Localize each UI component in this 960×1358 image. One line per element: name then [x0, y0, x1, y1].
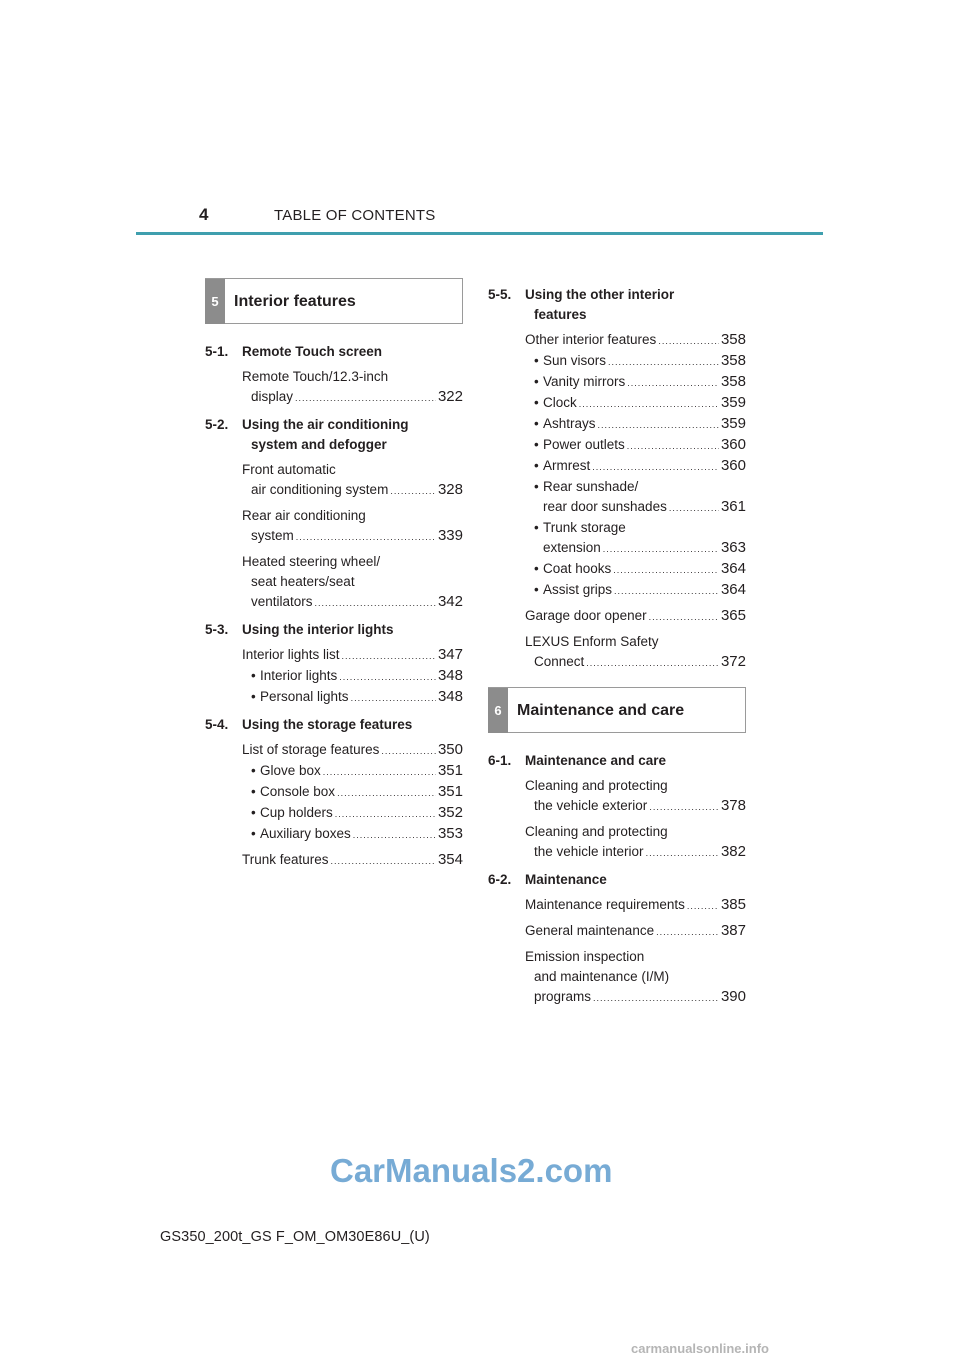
chapter-title-line: system and defogger — [251, 437, 387, 452]
entry-text: Other interior features — [525, 332, 657, 347]
entry-line — [242, 367, 463, 387]
toc-entry — [488, 330, 746, 351]
toc-entry — [488, 921, 746, 942]
toc-entry — [488, 895, 746, 916]
watermark-corner: carmanualsonline.info — [631, 1341, 769, 1356]
chapter-list-right-b — [488, 751, 746, 1008]
chapter-number: 5-5. — [488, 287, 512, 302]
page-ref: 361 — [720, 498, 746, 515]
chapter-title-line: Maintenance and care — [525, 753, 667, 768]
entry-text: seat heaters/seat — [251, 574, 355, 589]
entry-line — [242, 740, 463, 761]
dot-leader — [613, 560, 719, 580]
chapter-title-line: Using the interior lights — [242, 622, 394, 637]
page-ref: 351 — [437, 762, 463, 779]
dot-leader — [337, 783, 436, 803]
page-number: 4 — [199, 205, 209, 224]
chapter-list-right-a — [488, 285, 746, 673]
section-number-tab: 6 — [488, 688, 508, 733]
entry-line — [242, 572, 463, 592]
subentry-line — [242, 803, 463, 824]
bullet-icon: • — [534, 353, 539, 368]
entry-line — [525, 632, 746, 652]
dot-leader — [627, 373, 719, 393]
entry-text: system — [251, 528, 294, 543]
subentry-line — [242, 666, 463, 687]
page-ref: 382 — [720, 843, 746, 860]
entry-line — [525, 652, 746, 673]
chapter-title-line: features — [534, 307, 587, 322]
page-ref: 348 — [437, 667, 463, 684]
toc-entry — [488, 606, 746, 627]
chapter-number: 6-2. — [488, 872, 512, 887]
page-ref: 350 — [437, 741, 463, 758]
toc-entry — [205, 552, 463, 613]
chapter-heading — [488, 285, 746, 325]
dot-leader — [627, 436, 719, 456]
dot-leader — [603, 539, 719, 559]
page-ref: 342 — [437, 593, 463, 610]
subentry-line — [525, 477, 746, 497]
entry-line — [242, 506, 463, 526]
page-title: TABLE OF CONTENTS — [274, 207, 436, 224]
header-rule — [136, 232, 823, 235]
entry-line — [525, 895, 746, 916]
subentry-list — [205, 666, 463, 708]
subentry-line — [525, 580, 746, 601]
subentry-text: Armrest — [543, 458, 591, 473]
page-ref: 378 — [720, 797, 746, 814]
dot-leader — [331, 851, 436, 871]
entry-text: the vehicle exterior — [534, 798, 648, 813]
subentry-text: Glove box — [260, 763, 321, 778]
page-ref: 322 — [437, 388, 463, 405]
dot-leader — [592, 457, 719, 477]
entry-line — [525, 330, 746, 351]
dot-leader — [339, 667, 436, 687]
entry-text: Front automatic — [242, 462, 336, 477]
page-ref: 352 — [437, 804, 463, 821]
bullet-icon: • — [251, 763, 256, 778]
entry-line — [525, 606, 746, 627]
bullet-icon: • — [534, 479, 539, 494]
toc-entry — [205, 850, 463, 871]
subentry-line — [242, 782, 463, 803]
toc-entry — [488, 776, 746, 817]
page-ref: 364 — [720, 560, 746, 577]
subentry-text: Power outlets — [543, 437, 625, 452]
subentry-text: Trunk storage — [543, 520, 626, 535]
chapter-title — [242, 715, 463, 735]
page-ref: 364 — [720, 581, 746, 598]
entry-text: and maintenance (I/M) — [534, 969, 670, 984]
page-ref: 353 — [437, 825, 463, 842]
dot-leader — [390, 481, 436, 501]
page-ref: 358 — [720, 352, 746, 369]
chapter-number: 5-4. — [205, 717, 229, 732]
page-ref: 348 — [437, 688, 463, 705]
entry-text: display — [251, 389, 294, 404]
entry-line — [242, 480, 463, 501]
entry-line — [525, 776, 746, 796]
bullet-icon: • — [534, 582, 539, 597]
subentry-text: Assist grips — [543, 582, 613, 597]
subentry-line — [242, 761, 463, 782]
entry-text: List of storage features — [242, 742, 380, 757]
section-header-6 — [488, 687, 746, 733]
entry-text: programs — [534, 989, 592, 1004]
subentry-text: Auxiliary boxes — [260, 826, 351, 841]
page-ref: 351 — [437, 783, 463, 800]
dot-leader — [608, 352, 719, 372]
page-ref: 360 — [720, 457, 746, 474]
chapter-heading — [205, 715, 463, 735]
page-ref: 372 — [720, 653, 746, 670]
bullet-icon: • — [534, 437, 539, 452]
bullet-icon: • — [534, 458, 539, 473]
chapter-title — [242, 620, 463, 640]
chapter-title-line: Remote Touch screen — [242, 344, 383, 359]
page-ref: 359 — [720, 394, 746, 411]
page-ref: 358 — [720, 373, 746, 390]
chapter-title-line: Using the storage features — [242, 717, 413, 732]
entry-line — [525, 796, 746, 817]
page-ref: 385 — [720, 896, 746, 913]
subentry-text: Ashtrays — [543, 416, 596, 431]
dot-leader — [315, 593, 436, 613]
subentry-line — [525, 538, 746, 559]
chapter-number: 5-2. — [205, 417, 229, 432]
dot-leader — [656, 922, 719, 942]
section-title: Maintenance and care — [517, 702, 685, 719]
entry-text: air conditioning system — [251, 482, 389, 497]
bullet-icon: • — [251, 668, 256, 683]
chapter-heading — [205, 415, 463, 455]
subentry-text: Coat hooks — [543, 561, 612, 576]
page-ref: 358 — [720, 331, 746, 348]
entry-text: General maintenance — [525, 923, 655, 938]
dot-leader — [335, 804, 436, 824]
chapter-list-left — [205, 342, 463, 871]
subentry-line — [242, 824, 463, 845]
subentry-line — [242, 687, 463, 708]
section-title: Interior features — [234, 293, 356, 310]
entry-text: ventilators — [251, 594, 313, 609]
entry-text: LEXUS Enform Safety — [525, 634, 659, 649]
dot-leader — [351, 688, 436, 708]
subentry-line — [525, 435, 746, 456]
dot-leader — [381, 741, 436, 761]
chapter-title-line: Using the air conditioning — [242, 417, 409, 432]
chapter-number: 6-1. — [488, 753, 512, 768]
entry-line — [525, 947, 746, 967]
chapter-number: 5-1. — [205, 344, 229, 359]
toc-entry — [205, 367, 463, 408]
dot-leader — [649, 797, 719, 817]
toc-column-left — [205, 278, 463, 871]
chapter-title-line: Maintenance — [525, 872, 607, 887]
page-ref: 387 — [720, 922, 746, 939]
entry-text: Remote Touch/12.3-inch — [242, 369, 389, 384]
subentry-text: Sun visors — [543, 353, 607, 368]
entry-line — [242, 552, 463, 572]
entry-text: Interior lights list — [242, 647, 340, 662]
bullet-icon: • — [251, 826, 256, 841]
page-ref: 363 — [720, 539, 746, 556]
toc-entry — [488, 822, 746, 863]
dot-leader — [579, 394, 719, 414]
subentry-line — [525, 372, 746, 393]
entry-line — [525, 842, 746, 863]
entry-text: Rear air conditioning — [242, 508, 366, 523]
subentry-text: Clock — [543, 395, 577, 410]
page-ref: 354 — [437, 851, 463, 868]
entry-text: Maintenance requirements — [525, 897, 685, 912]
subentry-text: Interior lights — [260, 668, 338, 683]
dot-leader — [593, 988, 719, 1008]
section-number-tab: 5 — [205, 279, 225, 324]
entry-line — [242, 592, 463, 613]
subentry-line — [525, 393, 746, 414]
dot-leader — [353, 825, 436, 845]
dot-leader — [646, 843, 719, 863]
page-ref: 347 — [437, 646, 463, 663]
subentry-text: Console box — [260, 784, 336, 799]
subentry-line — [525, 518, 746, 538]
subentry-line — [525, 414, 746, 435]
entry-line — [242, 645, 463, 666]
chapter-heading — [488, 870, 746, 890]
entry-line — [525, 967, 746, 987]
entry-line — [525, 987, 746, 1008]
toc-entry — [205, 740, 463, 761]
subentry-list — [205, 761, 463, 845]
toc-entry — [488, 947, 746, 1008]
chapter-heading — [205, 342, 463, 362]
subentry-list — [488, 351, 746, 601]
section-header-5 — [205, 278, 463, 324]
dot-leader — [295, 388, 436, 408]
dot-leader — [296, 527, 436, 547]
page-ref: 360 — [720, 436, 746, 453]
toc-entry — [205, 506, 463, 547]
entry-line — [242, 460, 463, 480]
entry-text: Garage door opener — [525, 608, 647, 623]
dot-leader — [342, 646, 436, 666]
page-ref: 359 — [720, 415, 746, 432]
dot-leader — [658, 331, 719, 351]
chapter-title — [525, 870, 746, 890]
entry-text: Cleaning and protecting — [525, 778, 668, 793]
bullet-icon: • — [251, 784, 256, 799]
toc-entry — [205, 460, 463, 501]
entry-line — [525, 921, 746, 942]
subentry-text: rear door sunshades — [543, 499, 667, 514]
bullet-icon: • — [534, 416, 539, 431]
dot-leader — [323, 762, 436, 782]
dot-leader — [687, 896, 719, 916]
entry-text: Trunk features — [242, 852, 329, 867]
dot-leader — [614, 581, 719, 601]
toc-column-right — [488, 278, 746, 1008]
chapter-heading — [205, 620, 463, 640]
entry-text: Cleaning and protecting — [525, 824, 668, 839]
subentry-text: Rear sunshade/ — [543, 479, 639, 494]
page-ref: 365 — [720, 607, 746, 624]
entry-line — [525, 822, 746, 842]
entry-text: Heated steering wheel/ — [242, 554, 381, 569]
chapter-title-line: Using the other interior — [525, 287, 675, 302]
chapter-number: 5-3. — [205, 622, 229, 637]
subentry-text: extension — [543, 540, 601, 555]
bullet-icon: • — [534, 561, 539, 576]
dot-leader — [586, 653, 719, 673]
page-ref: 390 — [720, 988, 746, 1005]
chapter-title — [242, 342, 463, 362]
entry-line — [242, 850, 463, 871]
entry-text: Connect — [534, 654, 585, 669]
chapter-heading — [488, 751, 746, 771]
subentry-text: Personal lights — [260, 689, 349, 704]
entry-text: Emission inspection — [525, 949, 645, 964]
page-ref: 328 — [437, 481, 463, 498]
toc-entry — [205, 645, 463, 666]
dot-leader — [649, 607, 719, 627]
dot-leader — [598, 415, 719, 435]
entry-text: the vehicle interior — [534, 844, 644, 859]
chapter-title — [525, 285, 746, 325]
toc-entry — [488, 632, 746, 673]
page-ref: 339 — [437, 527, 463, 544]
chapter-title — [242, 415, 463, 455]
chapter-title — [525, 751, 746, 771]
bullet-icon: • — [534, 520, 539, 535]
watermark-logo: CarManuals2.com — [330, 1152, 613, 1189]
subentry-text: Cup holders — [260, 805, 333, 820]
subentry-line — [525, 497, 746, 518]
bullet-icon: • — [534, 395, 539, 410]
bullet-icon: • — [251, 805, 256, 820]
entry-line — [242, 526, 463, 547]
document-code: GS350_200t_GS F_OM_OM30E86U_(U) — [160, 1229, 430, 1245]
subentry-text: Vanity mirrors — [543, 374, 626, 389]
dot-leader — [669, 498, 719, 518]
subentry-line — [525, 351, 746, 372]
bullet-icon: • — [251, 689, 256, 704]
entry-line — [242, 387, 463, 408]
subentry-line — [525, 456, 746, 477]
subentry-line — [525, 559, 746, 580]
bullet-icon: • — [534, 374, 539, 389]
